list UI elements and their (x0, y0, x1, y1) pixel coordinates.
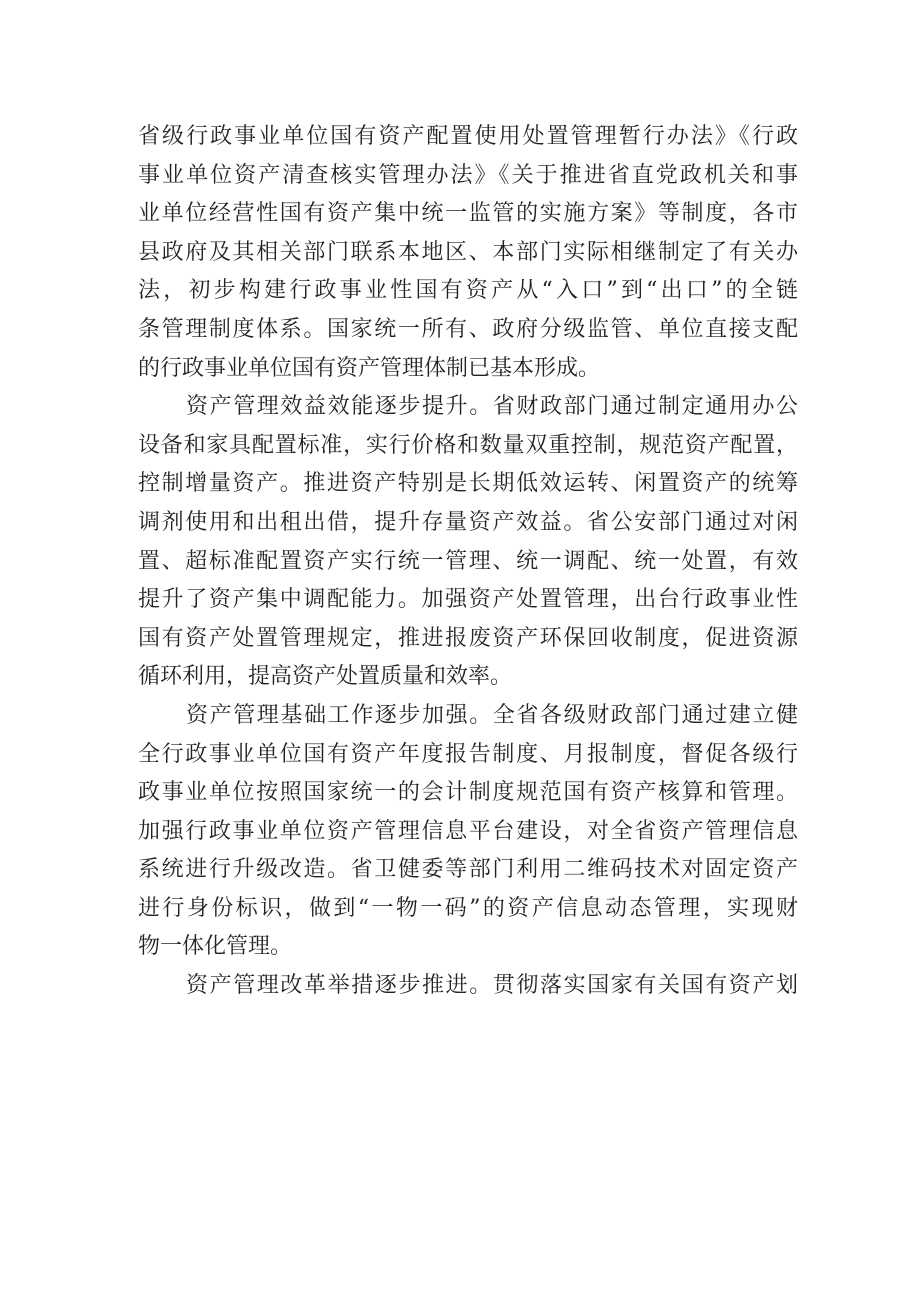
text-line: 置、超标准配置资产实行统一管理、统一调配、统一处置，有效 (138, 548, 798, 574)
text-line: 系统进行升级改造。省卫健委等部门利用二维码技术对固定资产 (138, 857, 798, 883)
text-line: 设备和家具配置标准，实行价格和数量双重控制，规范资产配置， (138, 432, 798, 458)
paragraph-first-line: 资产管理效益效能逐步提升。省财政部门通过制定通用办公 (186, 394, 798, 420)
text-line: 国有资产处置管理规定，推进报废资产环保回收制度，促进资源 (138, 625, 798, 651)
text-line: 县政府及其相关部门联系本地区、本部门实际相继制定了有关办 (138, 239, 798, 265)
text-line: 业单位经营性国有资产集中统一监管的实施方案》等制度，各市 (138, 201, 798, 227)
text-line: 物一体化管理。 (138, 934, 293, 960)
text-line: 法，初步构建行政事业性国有资产从“入口”到“出口”的全链 (138, 278, 798, 304)
text-line: 循环利用，提高资产处置质量和效率。 (138, 664, 513, 690)
text-line: 条管理制度体系。国家统一所有、政府分级监管、单位直接支配 (138, 316, 798, 342)
text-line: 全行政事业单位国有资产年度报告制度、月报制度，督促各级行 (138, 741, 798, 767)
paragraph-first-line: 资产管理改革举措逐步推进。贯彻落实国家有关国有资产划 (186, 973, 798, 999)
text-line: 事业单位资产清查核实管理办法》《关于推进省直党政机关和事 (138, 162, 798, 188)
text-line: 政事业单位按照国家统一的会计制度规范国有资产核算和管理。 (138, 780, 798, 806)
text-line: 控制增量资产。推进资产特别是长期低效运转、闲置资产的统筹 (138, 471, 798, 497)
text-line: 的行政事业单位国有资产管理体制已基本形成。 (138, 355, 601, 381)
body-text (138, 118, 798, 1006)
paragraph-first-line: 资产管理基础工作逐步加强。全省各级财政部门通过建立健 (186, 702, 798, 728)
text-line: 提升了资产集中调配能力。加强资产处置管理，出台行政事业性 (138, 587, 798, 613)
text-line: 调剂使用和出租出借，提升存量资产效益。省公安部门通过对闲 (138, 509, 798, 535)
text-line: 加强行政事业单位资产管理信息平台建设，对全省资产管理信息 (138, 818, 798, 844)
text-line: 进行身份标识，做到“一物一码”的资产信息动态管理，实现财 (138, 895, 798, 921)
text-line: 省级行政事业单位国有资产配置使用处置管理暂行办法》《行政 (138, 124, 798, 149)
